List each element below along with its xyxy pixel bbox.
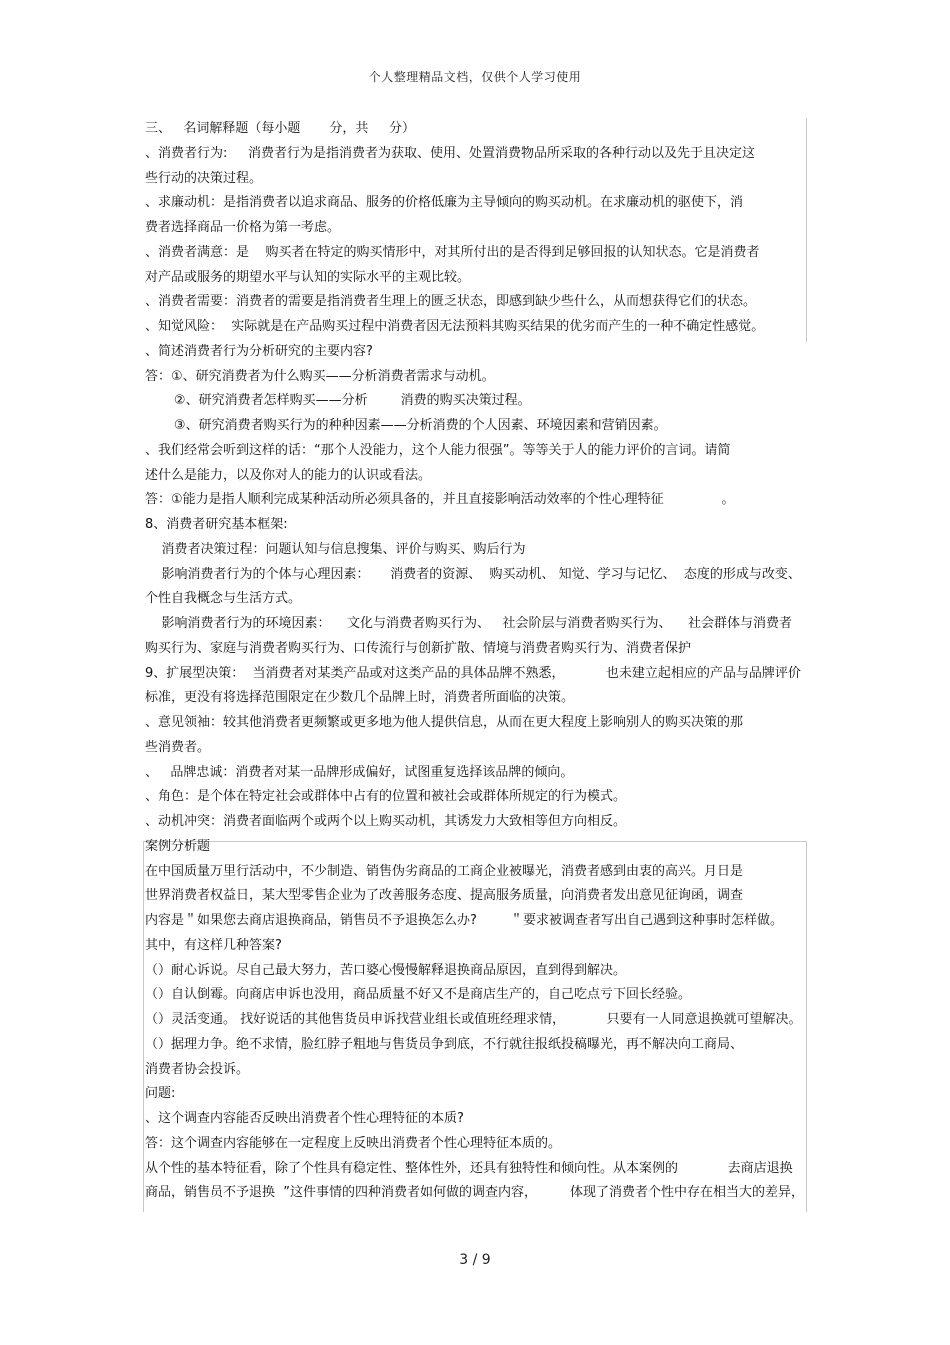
text-line: 购买行为、家庭与消费者购买行为、口传流行与创新扩散、情境与消费者购买行为、消费者保护 <box>145 641 692 656</box>
text-line: （）据理力争。绝不求情，脸红脖子粗地与售货员争到底，不行就往报纸投稿曝光，再不解决向工商局、 <box>145 1037 744 1052</box>
text-line: 、消费者行为: 消费者行为是指消费者为获取、使用、处置消费物品所采取的各种行动以及先于且决定这 <box>145 146 756 161</box>
text-line: 消费者决策过程：问题认知与信息搜集、评价与购买、购后行为 <box>145 542 526 557</box>
text-line: 、消费者满意：是 购买者在特定的购买情形中，对其所付出的是否得到足够回报的认知状态。它是消费者 <box>145 245 760 260</box>
text-line: 、角色：是个体在特定社会或群体中占有的位置和被社会或群体所规定的行为模式。 <box>145 789 627 804</box>
text-line: 、简述消费者行为分析研究的主要内容? <box>145 344 373 359</box>
right-margin-rule-lower <box>806 842 807 1212</box>
text-line: 在中国质量万里行活动中，不少制造、销售伪劣商品的工商企业被曝光，消费者感到由衷的高兴。月日是 <box>145 864 744 879</box>
text-line: 世界消费者权益日，某大型零售企业为了改善服务态度、提高服务质量，向消费者发出意见征询函，调查 <box>145 888 744 903</box>
text-line: 答：①、研究消费者为什么购买——分析消费者需求与动机。 <box>145 369 495 384</box>
text-line: 答：①能力是指人顺利完成某种活动所必须具备的，并且直接影响活动效率的个性心理特征 。 <box>145 492 735 507</box>
text-line: 、求廉动机：是指消费者以追求商品、服务的价格低廉为主导倾向的购买动机。在求廉动机的驱使下，消 <box>145 195 744 210</box>
page-header: 个人整理精品文档，仅供个人学习使用 <box>368 70 582 84</box>
text-line: 案例分析题 <box>145 839 211 854</box>
text-line: 、意见领袖：较其他消费者更频繁或更多地为他人提供信息，从而在更大程度上影响别人的购买决策的那 <box>145 715 744 730</box>
text-line: 、这个调查内容能否反映出消费者个性心理特征的本质? <box>145 1111 464 1126</box>
text-line: 影响消费者行为的环境因素： 文化与消费者购买行为、 社会阶层与消费者购买行为、 社会群体与消费者 <box>145 616 792 631</box>
right-margin-rule-upper <box>806 118 807 342</box>
text-line: 消费者协会投诉。 <box>145 1062 250 1077</box>
text-line: 影响消费者行为的个体与心理因素： 消费者的资源、 购买动机、 知觉、学习与记忆、 态度的形成与改变、 <box>145 567 801 582</box>
text-line: 、知觉风险： 实际就是在产品购买过程中消费者因无法预料其购买结果的优劣而产生的一种不确定性感觉。 <box>145 319 765 334</box>
text-line: （）灵活变通。 找好说话的其他售货员申诉找营业组长或值班经理求情， 只要有一人同意退换就可望解决。 <box>145 1012 802 1027</box>
text-line: 、我们经常会听到这样的话：“那个人没能力，这个人能力很强”。等等关于人的能力评价的言词。请简 <box>145 443 731 458</box>
text-line: 述什么是能力，以及你对人的能力的认识或看法。 <box>145 468 432 483</box>
text-line: ③、研究消费者购买行为的种种因素——分析消费的个人因素、环境因素和营销因素。 <box>145 418 667 433</box>
text-line: 费者选择商品一价格为第一考虑。 <box>145 220 341 235</box>
text-line: 问题: <box>145 1086 176 1101</box>
left-margin-rule-lower <box>143 842 144 1212</box>
text-line: 9、扩展型决策： 当消费者对某类产品或对这类产品的具体品牌不熟悉， 也未建立起相应的产品与品牌评价 <box>145 666 801 681</box>
text-line: 、动机冲突：消费者面临两个或两个以上购买动机，其诱发力大致相等但方向相反。 <box>145 814 627 829</box>
text-line: 从个性的基本特征看，除了个性具有稳定性、整体性外，还具有独特性和倾向性。从本案例的 去商店退换 <box>145 1161 793 1176</box>
text-line: 其中，有这样几种答案? <box>145 938 282 953</box>
text-line: 、消费者需要：消费者的需要是指消费者生理上的匮乏状态，即感到缺少些什么，从而想获得它们的状态。 <box>145 294 757 309</box>
text-line: 些行动的决策过程。 <box>145 171 263 186</box>
text-line: 对产品或服务的期望水平与认知的实际水平的主观比较。 <box>145 270 471 285</box>
page-number: 3 / 9 <box>459 1252 491 1268</box>
text-line: 答：这个调查内容能够在一定程度上反映出消费者个性心理特征本质的。 <box>145 1136 562 1151</box>
text-line: 三、 名词解释题（每小题 分，共 分） <box>145 121 415 136</box>
text-line: 8、消费者研究基本框架: <box>145 517 288 532</box>
case-section-divider <box>143 841 807 842</box>
text-line: 内容是＂如果您去商店退换商品，销售员不予退换怎么办? ＂要求被调查者写出自己遇到这种事时怎样做。 <box>145 913 783 928</box>
text-line: （）耐心诉说。尽自己最大努力，苦口婆心慢慢解释退换商品原因，直到得到解决。 <box>145 963 627 978</box>
text-line: （）自认倒霉。向商店申诉也没用，商品质量不好又不是商店生产的，自己吃点亏下回长经验。 <box>145 987 692 1002</box>
text-line: 标准，更没有将选择范围限定在少数几个品牌上时，消费者所面临的决策。 <box>145 690 575 705</box>
text-line: 些消费者。 <box>145 740 211 755</box>
text-line: 商品，销售员不予退换 ”这件事情的四种消费者如何做的调查内容， 体现了消费者个性中存在相当大的差异， <box>145 1185 805 1200</box>
text-line: 个性自我概念与生活方式。 <box>145 591 302 606</box>
text-line: 、 品牌忠诚：消费者对某一品牌形成偏好，试图重复选择该品牌的倾向。 <box>145 765 574 780</box>
text-line: ②、研究消费者怎样购买——分析 消费的购买决策过程。 <box>145 393 531 408</box>
